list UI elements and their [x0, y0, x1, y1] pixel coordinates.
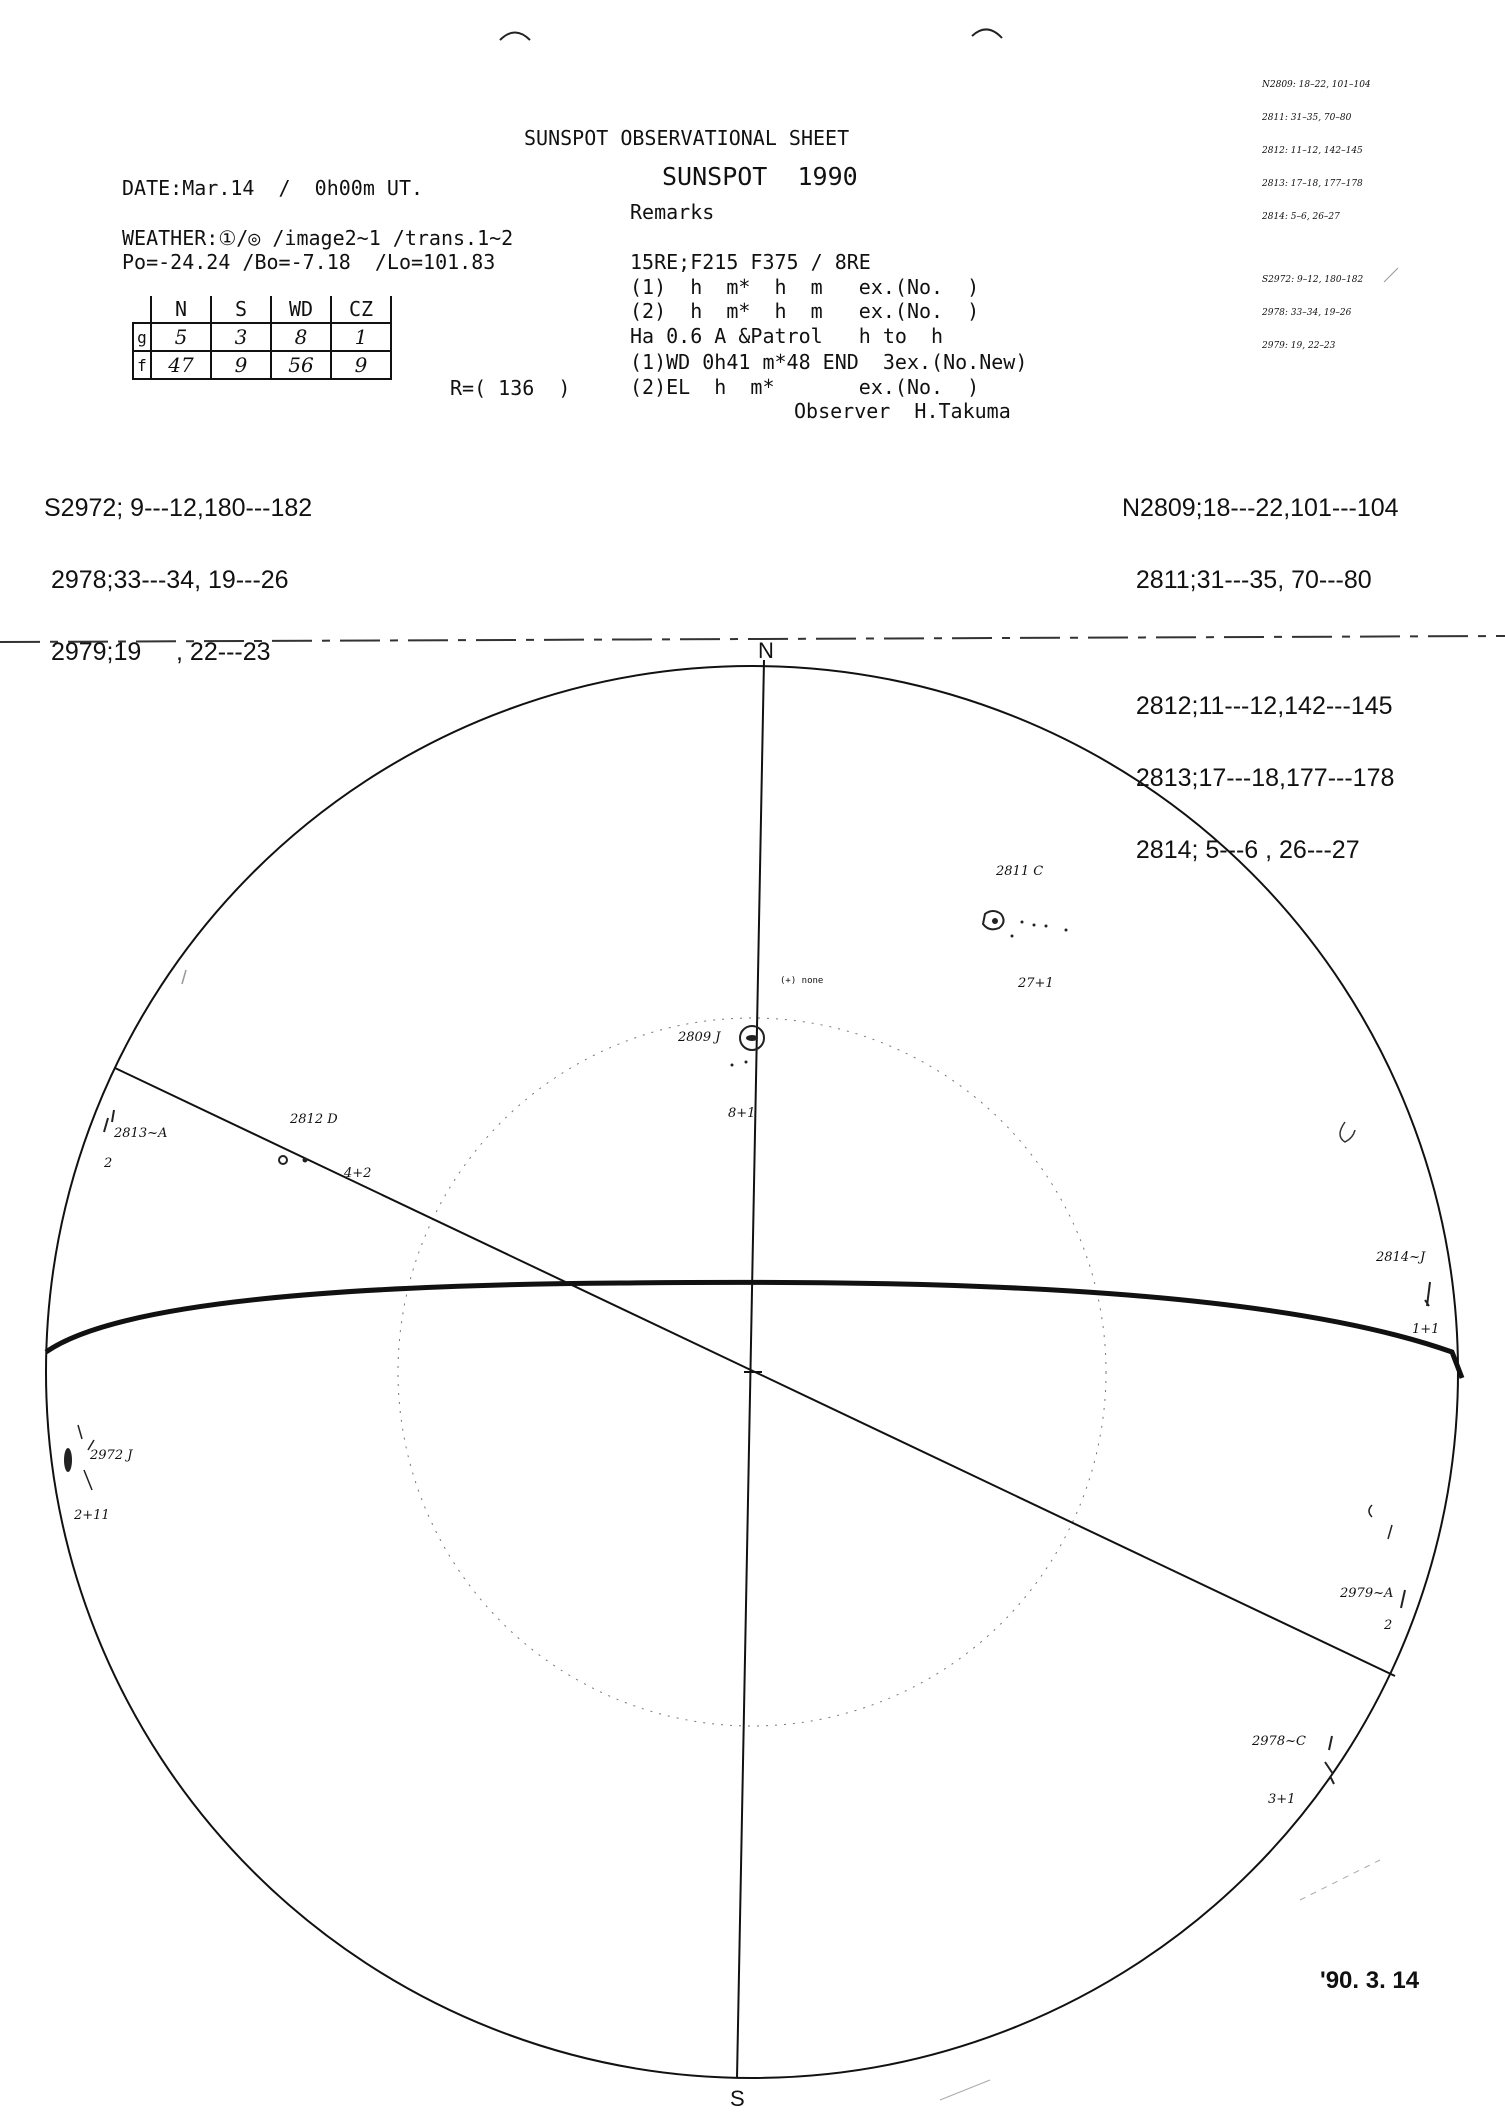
table-cell: 9 — [331, 351, 391, 379]
group-line: 2814; 5---6 , 26---27 — [1122, 836, 1360, 864]
params-field: Po=-24.24 /Bo=-7.18 /Lo=101.83 — [122, 250, 496, 274]
table-cell: 9 — [211, 351, 271, 379]
spot-group-2813 — [104, 1110, 114, 1132]
separator-line — [0, 636, 1505, 642]
faint-mark — [1300, 1860, 1380, 1900]
group-count: 2 — [104, 1156, 113, 1171]
group-count: 27+1 — [1018, 976, 1054, 991]
corner-note-line: 2978: 33–34, 19–26 — [1262, 308, 1352, 318]
corner-note-line: S2972: 9–12, 180–182 — [1262, 275, 1364, 285]
corner-note-line: 2813: 17–18, 177–178 — [1262, 179, 1363, 189]
column-header: CZ — [331, 296, 391, 323]
spot-group-2814 — [1425, 1282, 1430, 1306]
spot-group-2809 — [731, 1026, 765, 1067]
weather-field: WEATHER:①/◎ /image2~1 /trans.1~2 — [122, 226, 514, 250]
remarks-line: (2)EL h m* ex.(No. ) — [630, 375, 980, 399]
group-label: 2811 C — [996, 864, 1044, 879]
group-label: 2812 D — [290, 1112, 338, 1127]
south-marker: S — [730, 2086, 745, 2111]
remarks-line: (1) h m* h m ex.(No. ) — [630, 275, 980, 299]
date-field: DATE:Mar.14 / 0h00m UT. — [122, 176, 424, 200]
group-line: 2811;31---35, 70---80 — [1122, 566, 1372, 594]
column-header: WD — [271, 296, 331, 323]
observer-name: Observer H.Takuma — [794, 399, 1011, 423]
remarks-line: 15RE;F215 F375 / 8RE — [630, 250, 871, 274]
group-label: 2813~A — [114, 1126, 168, 1141]
group-count: 1+1 — [1412, 1322, 1440, 1337]
row-label: g — [133, 323, 151, 351]
table-cell: 8 — [271, 323, 331, 351]
corner-note-line: 2814: 5–6, 26–27 — [1262, 212, 1340, 222]
table-cell: 47 — [151, 351, 211, 379]
corner-note-line: N2809: 18–22, 101–104 — [1262, 80, 1371, 90]
top-mark — [500, 33, 530, 41]
remarks-line: (1)WD 0h41 m*48 END 3ex.(No.New) — [630, 350, 1028, 374]
group-line: 2978;33---34, 19---26 — [44, 566, 289, 594]
group-line: 2813;17---18,177---178 — [1122, 764, 1395, 792]
solar-equator — [46, 1282, 1462, 1378]
remarks-heading: Remarks — [630, 200, 715, 224]
date-stamp: '90. 3. 14 — [1320, 1967, 1420, 1994]
group-count: 4+2 — [344, 1166, 372, 1181]
group-label: 2814~J — [1376, 1250, 1426, 1265]
group-line: 2979;19 , 22---23 — [44, 638, 271, 666]
misc-marks — [182, 268, 1398, 1142]
corner-note-line: 2979: 19, 22–23 — [1262, 341, 1336, 351]
table-cell: 56 — [271, 351, 331, 379]
r-value: R=( 136 ) — [450, 376, 571, 400]
group-count: 2+11 — [74, 1508, 110, 1523]
table-cell: 1 — [331, 323, 391, 351]
group-line: N2809;18---22,101---104 — [1122, 494, 1399, 522]
table-cell: 5 — [151, 323, 211, 351]
column-header: N — [151, 296, 211, 323]
row-label: f — [133, 351, 151, 379]
group-label: 2972 J — [90, 1448, 133, 1463]
corner-note-line: 2812: 11–12, 142–145 — [1262, 146, 1363, 156]
remarks-line: Ha 0.6 A &Patrol h to h — [630, 324, 944, 348]
group-count: 2 — [1384, 1618, 1393, 1633]
corner-note-line: 2811: 31–35, 70–80 — [1262, 113, 1352, 123]
column-header: S — [211, 296, 271, 323]
group-line: 2812;11---12,142---145 — [1122, 692, 1393, 720]
table-cell: 3 — [211, 323, 271, 351]
remarks-line: (2) h m* h m ex.(No. ) — [630, 299, 980, 323]
group-label: 2809 J — [678, 1030, 721, 1045]
north-marker: N — [758, 638, 774, 663]
top-mark — [972, 29, 1002, 38]
group-label: 2978~C — [1252, 1734, 1306, 1749]
faint-mark — [940, 2080, 990, 2100]
group-line: S2972; 9---12,180---182 — [44, 494, 313, 522]
group-label: 2979~A — [1340, 1586, 1394, 1601]
group-count: 8+1 — [728, 1106, 756, 1121]
spot-group-2978 — [1325, 1736, 1334, 1784]
spot-group-2811 — [983, 911, 1068, 938]
sheet-title: SUNSPOT OBSERVATIONAL SHEET — [524, 126, 850, 150]
sheet-subtitle: SUNSPOT 1990 — [662, 162, 858, 191]
group-count: 3+1 — [1268, 1792, 1296, 1807]
small-note: (+) none — [780, 976, 824, 986]
